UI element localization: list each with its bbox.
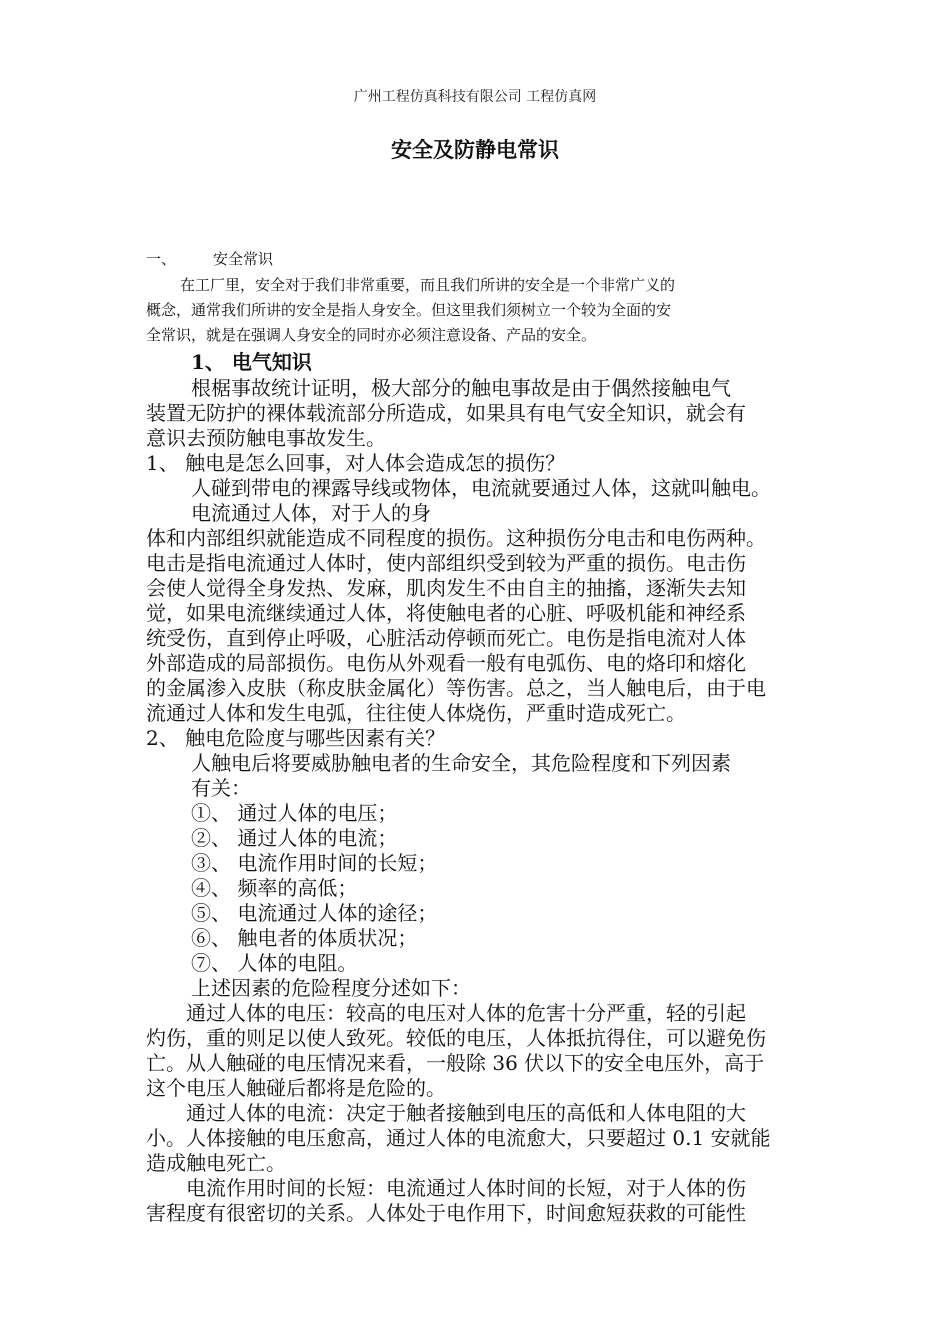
question-heading: 2、 触电危险度与哪些因素有关？	[146, 726, 446, 750]
paragraph-line: 的金属渗入皮肤（称皮肤金属化）等伤害。总之，当人触电后，由于电	[146, 676, 766, 700]
list-item: ③、 电流作用时间的长短；	[191, 851, 438, 875]
paragraph-line: 通过人体的电压：较高的电压对人体的危害十分严重，轻的引起	[186, 1001, 746, 1025]
page-header: 广州工程仿真科技有限公司 工程仿真网	[353, 89, 597, 105]
section-title: 安全常识	[213, 250, 274, 268]
paragraph-line: 人碰到带电的裸露导线或物体，电流就要通过人体，这就叫触电。	[191, 476, 771, 500]
paragraph-line: 体和内部组织就能造成不同程度的损伤。这种损伤分电击和电伤两种。	[146, 526, 766, 550]
paragraph-line: 根椐事故统计证明，极大部分的触电事故是由于偶然接触电气	[191, 376, 731, 400]
paragraph-line: 造成触电死亡。	[146, 1151, 286, 1175]
paragraph-line: 亡。从人触碰的电压情况来看，一般除 36 伏以下的安全电压外，高于	[146, 1051, 765, 1075]
subsection-heading: 1、 电气知识	[191, 350, 312, 374]
paragraph-line: 有关：	[191, 776, 251, 800]
paragraph-line: 通过人体的电流：决定于触者接触到电压的高低和人体电阻的大	[186, 1101, 746, 1125]
section-number: 一、	[146, 250, 177, 268]
paragraph-line: 意识去预防触电事故发生。	[146, 426, 386, 450]
list-item: ⑤、 电流通过人体的途径；	[191, 901, 438, 925]
paragraph-line: 害程度有很密切的关系。人体处于电作用下，时间愈短获救的可能性	[146, 1201, 746, 1225]
paragraph-line: 统受伤，直到停止呼吸，心脏活动停顿而死亡。电伤是指电流对人体	[146, 626, 746, 650]
paragraph-line: 上述因素的危险程度分述如下：	[191, 976, 471, 1000]
intro-line: 在工厂里，安全对于我们非常重要，而且我们所讲的安全是一个非常广义的	[180, 276, 676, 294]
paragraph-line: 会使人觉得全身发热、发麻，肌肉发生不由自主的抽搐，逐渐失去知	[146, 576, 746, 600]
list-item: ②、 通过人体的电流；	[191, 826, 398, 850]
paragraph-line: 电击是指电流通过人体时，使内部组织受到较为严重的损伤。电击伤	[146, 551, 746, 575]
paragraph-line: 这个电压人触碰后都将是危险的。	[146, 1076, 446, 1100]
paragraph-line: 人触电后将要威胁触电者的生命安全，其危险程度和下列因素	[191, 751, 731, 775]
paragraph-line: 装置无防护的裸体载流部分所造成，如果具有电气安全知识，就会有	[146, 401, 746, 425]
paragraph-line: 电流通过人体，对于人的身	[191, 501, 431, 525]
paragraph-line: 觉，如果电流继续通过人体，将使触电者的心脏、呼吸机能和神经系	[146, 601, 746, 625]
paragraph-line: 流通过人体和发生电弧，往往使人体烧伤，严重时造成死亡。	[146, 701, 686, 725]
paragraph-line: 外部造成的局部损伤。电伤从外观看一般有电弧伤、电的烙印和熔化	[146, 651, 746, 675]
paragraph-line: 灼伤，重的则足以使人致死。较低的电压，人体抵抗得住，可以避免伤	[146, 1026, 766, 1050]
list-item: ①、 通过人体的电压；	[191, 801, 398, 825]
document-title: 安全及防静电常识	[391, 137, 559, 162]
list-item: ⑥、 触电者的体质状况；	[191, 926, 418, 950]
list-item: ④、 频率的高低；	[191, 876, 358, 900]
intro-line: 全常识，就是在强调人身安全的同时亦必须注意设备、产品的安全。	[146, 326, 597, 344]
list-item: ⑦、 人体的电阻。	[191, 951, 358, 975]
question-heading: 1、 触电是怎么回事，对人体会造成怎的损伤？	[146, 451, 566, 475]
paragraph-line: 小。人体接触的电压愈高，通过人体的电流愈大，只要超过 0.1 安就能	[146, 1126, 771, 1150]
intro-line: 概念，通常我们所讲的安全是指人身安全。但这里我们须树立一个较为全面的安	[146, 301, 672, 319]
paragraph-line: 电流作用时间的长短：电流通过人体时间的长短，对于人体的伤	[186, 1176, 746, 1200]
